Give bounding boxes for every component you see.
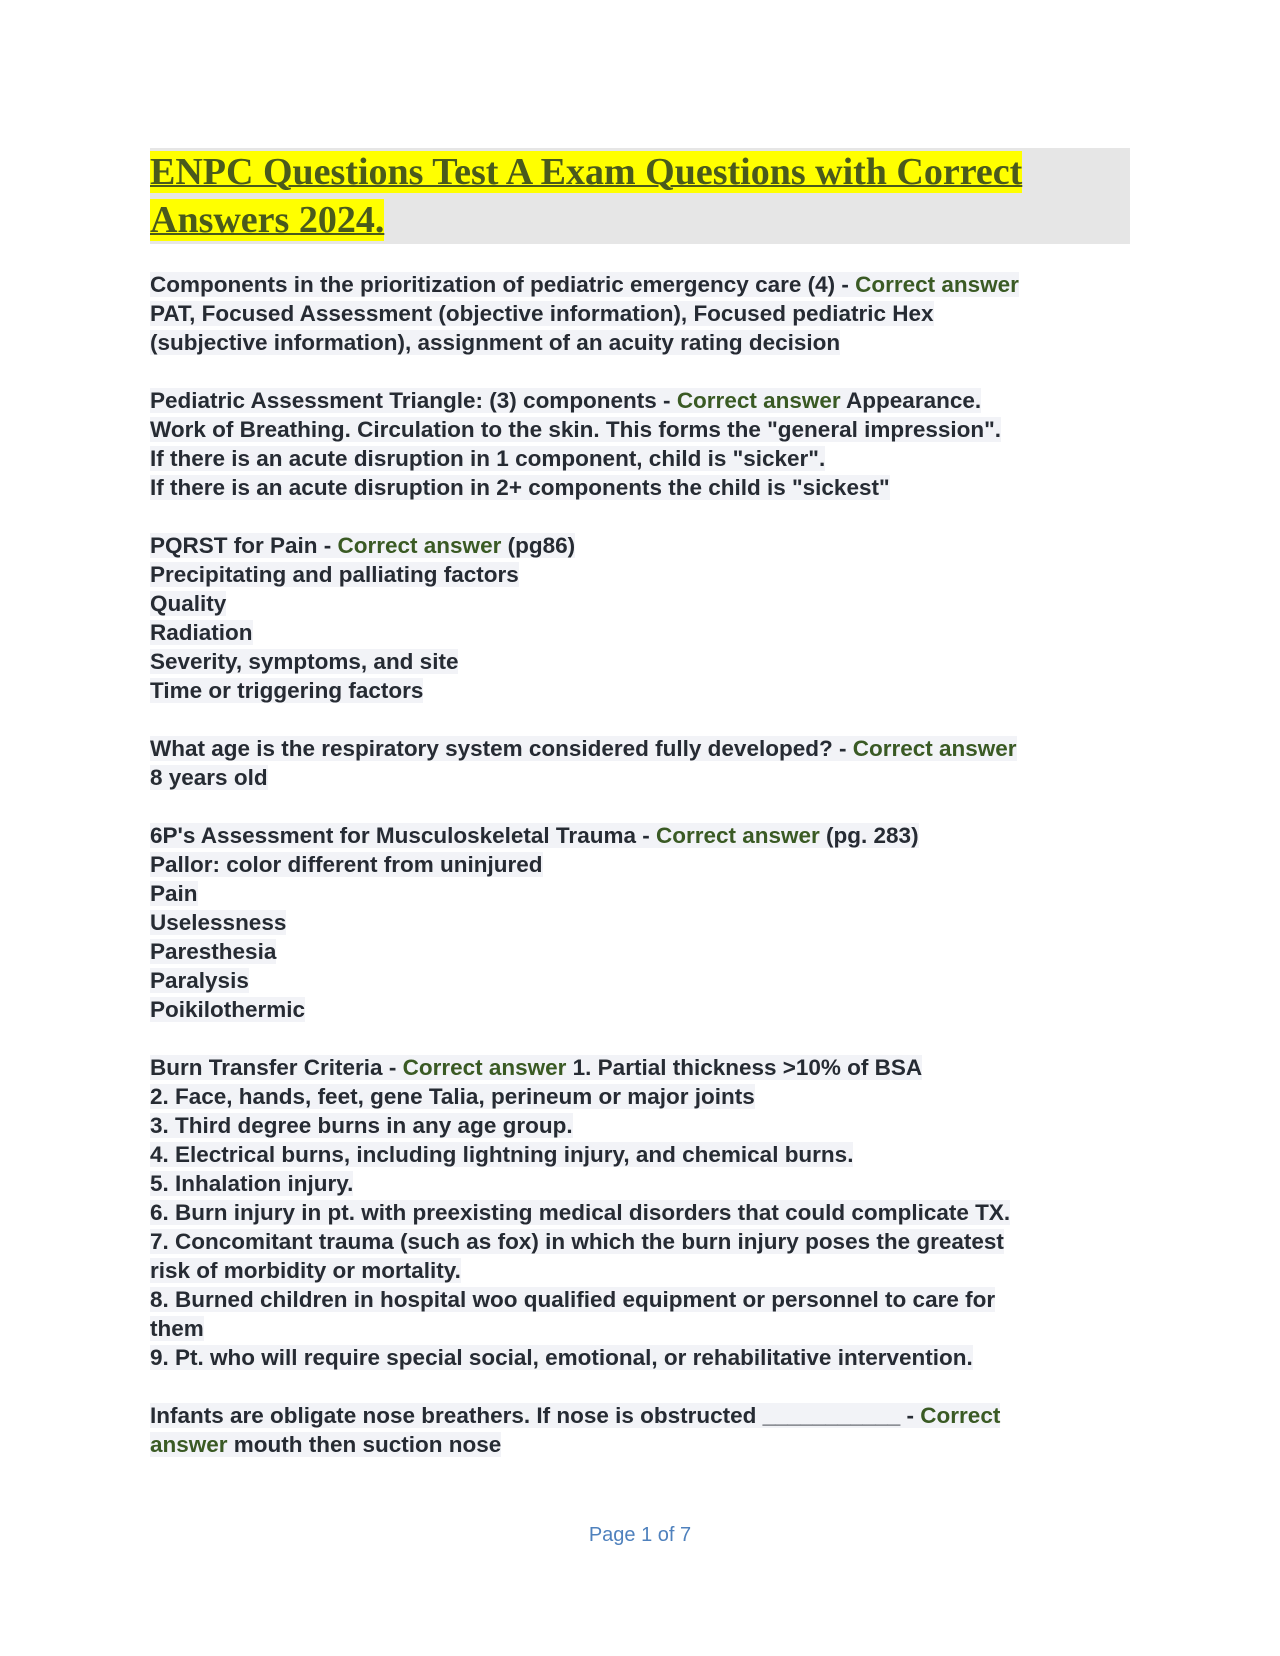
qa-line-text <box>150 1403 1000 1428</box>
qa-line <box>150 415 1136 444</box>
question-text: Pediatric Assessment Triangle: (3) components - <box>150 388 677 413</box>
qa-line <box>150 270 1136 299</box>
qa-line-text <box>150 1055 922 1080</box>
qa-line <box>150 299 1136 328</box>
qa-line <box>150 589 1136 618</box>
qa-line-text: Precipitating and palliating factors <box>150 562 519 587</box>
qa-line-text: 9. Pt. who will require special social, emotional, or rehabilitative intervention. <box>150 1345 973 1370</box>
qa-line <box>150 908 1136 937</box>
qa-line-text: 3. Third degree burns in any age group. <box>150 1113 573 1138</box>
answer-text: (pg86) <box>501 533 576 558</box>
correct-answer-label: Correct answer <box>337 533 502 558</box>
answer-text: Appearance. <box>840 388 982 413</box>
qa-line <box>150 560 1136 589</box>
qa-line <box>150 937 1136 966</box>
qa-line <box>150 1111 1136 1140</box>
question-text: Components in the prioritization of pediatric emergency care (4) - <box>150 272 856 297</box>
qa-item <box>150 531 1136 705</box>
qa-line-text: Radiation <box>150 620 253 645</box>
qa-line <box>150 1401 1136 1430</box>
question-text: What age is the respiratory system considered fully developed? - <box>150 736 853 761</box>
qa-line <box>150 734 1136 763</box>
answer-text: (pg. 283) <box>819 823 919 848</box>
qa-line <box>150 966 1136 995</box>
qa-line-text: Paralysis <box>150 968 249 993</box>
qa-line-text: 7. Concomitant trauma (such as fox) in which the burn injury poses the greatest <box>150 1229 1004 1254</box>
qa-line-text: 4. Electrical burns, including lightning injury, and chemical burns. <box>150 1142 854 1167</box>
qa-line <box>150 1140 1136 1169</box>
qa-line-text: Quality <box>150 591 227 616</box>
qa-line <box>150 1227 1136 1256</box>
qa-item <box>150 386 1136 502</box>
qa-line-text: 6. Burn injury in pt. with preexisting medical disorders that could complicate TX. <box>150 1200 1011 1225</box>
qa-item <box>150 821 1136 1024</box>
qa-line-text: risk of morbidity or mortality. <box>150 1258 461 1283</box>
qa-line-text: (subjective information), assignment of an acuity rating decision <box>150 330 841 355</box>
title-line-1: ENPC Questions Test A Exam Questions with Correct <box>150 151 1023 193</box>
qa-line <box>150 1169 1136 1198</box>
answer-text: 1. Partial thickness >10% of BSA <box>566 1055 923 1080</box>
qa-line-text: Pain <box>150 881 198 906</box>
qa-line-text: Pallor: color different from uninjured <box>150 852 543 877</box>
qa-line-text <box>150 533 575 558</box>
question-text: Burn Transfer Criteria - <box>150 1055 403 1080</box>
qa-line <box>150 676 1136 705</box>
qa-line-text: Uselessness <box>150 910 287 935</box>
qa-line <box>150 1343 1136 1372</box>
qa-line <box>150 647 1136 676</box>
question-text: 6P's Assessment for Musculoskeletal Trauma - <box>150 823 656 848</box>
document-content <box>150 148 1136 1488</box>
qa-line <box>150 1430 1136 1459</box>
correct-answer-label: Correct answer <box>655 823 820 848</box>
qa-line <box>150 328 1136 357</box>
qa-line <box>150 1198 1136 1227</box>
qa-line-text: If there is an acute disruption in 2+ components the child is "sickest" <box>150 475 890 500</box>
correct-answer-label: Correct answer <box>855 272 1019 297</box>
qa-line-text <box>150 1432 501 1457</box>
qa-line <box>150 1314 1136 1343</box>
document-title <box>150 148 1130 244</box>
qa-item <box>150 270 1136 357</box>
qa-line <box>150 1285 1136 1314</box>
qa-line <box>150 1082 1136 1111</box>
correct-answer-label: Correct answer <box>402 1055 567 1080</box>
correct-answer-label: answer <box>150 1432 228 1457</box>
title-block <box>150 148 1130 244</box>
qa-line <box>150 1256 1136 1285</box>
qa-line-text: them <box>150 1316 204 1341</box>
qa-line <box>150 1053 1136 1082</box>
qa-line-text <box>150 388 981 413</box>
qa-line <box>150 850 1136 879</box>
qa-line-text: Poikilothermic <box>150 997 306 1022</box>
qa-list <box>150 270 1136 1459</box>
qa-line-text: If there is an acute disruption in 1 component, child is "sicker". <box>150 446 826 471</box>
qa-line-text: 8 years old <box>150 765 268 790</box>
page-number: Page 1 of 7 <box>588 1524 692 1546</box>
qa-line <box>150 995 1136 1024</box>
question-text: PQRST for Pain - <box>150 533 338 558</box>
qa-line <box>150 444 1136 473</box>
qa-line <box>150 879 1136 908</box>
qa-line-text <box>150 736 1017 761</box>
qa-line-text: Work of Breathing. Circulation to the skin. This forms the "general impression". <box>150 417 1002 442</box>
qa-line-text: 8. Burned children in hospital woo qualified equipment or personnel to care for <box>150 1287 996 1312</box>
qa-line-text: 2. Face, hands, feet, gene Talia, perineum or major joints <box>150 1084 755 1109</box>
qa-line-text <box>150 823 919 848</box>
qa-line <box>150 618 1136 647</box>
question-text: Infants are obligate nose breathers. If nose is obstructed ___________ - <box>150 1403 921 1428</box>
qa-line-text: Severity, symptoms, and site <box>150 649 459 674</box>
qa-line-text: Paresthesia <box>150 939 277 964</box>
qa-item <box>150 734 1136 792</box>
qa-line-text <box>150 272 1019 297</box>
qa-item <box>150 1053 1136 1372</box>
qa-item <box>150 1401 1136 1459</box>
qa-line-text: 5. Inhalation injury. <box>150 1171 354 1196</box>
qa-line-text: PAT, Focused Assessment (objective information), Focused pediatric Hex <box>150 301 934 326</box>
qa-line <box>150 473 1136 502</box>
title-line-2: Answers 2024. <box>150 199 385 241</box>
qa-line <box>150 531 1136 560</box>
correct-answer-label: Correct <box>920 1403 1001 1428</box>
correct-answer-label: Correct answer <box>852 736 1017 761</box>
qa-line <box>150 386 1136 415</box>
qa-line-text: Time or triggering factors <box>150 678 424 703</box>
correct-answer-label: Correct answer <box>676 388 841 413</box>
answer-text: mouth then suction nose <box>227 1432 502 1457</box>
qa-line <box>150 763 1136 792</box>
qa-line <box>150 821 1136 850</box>
